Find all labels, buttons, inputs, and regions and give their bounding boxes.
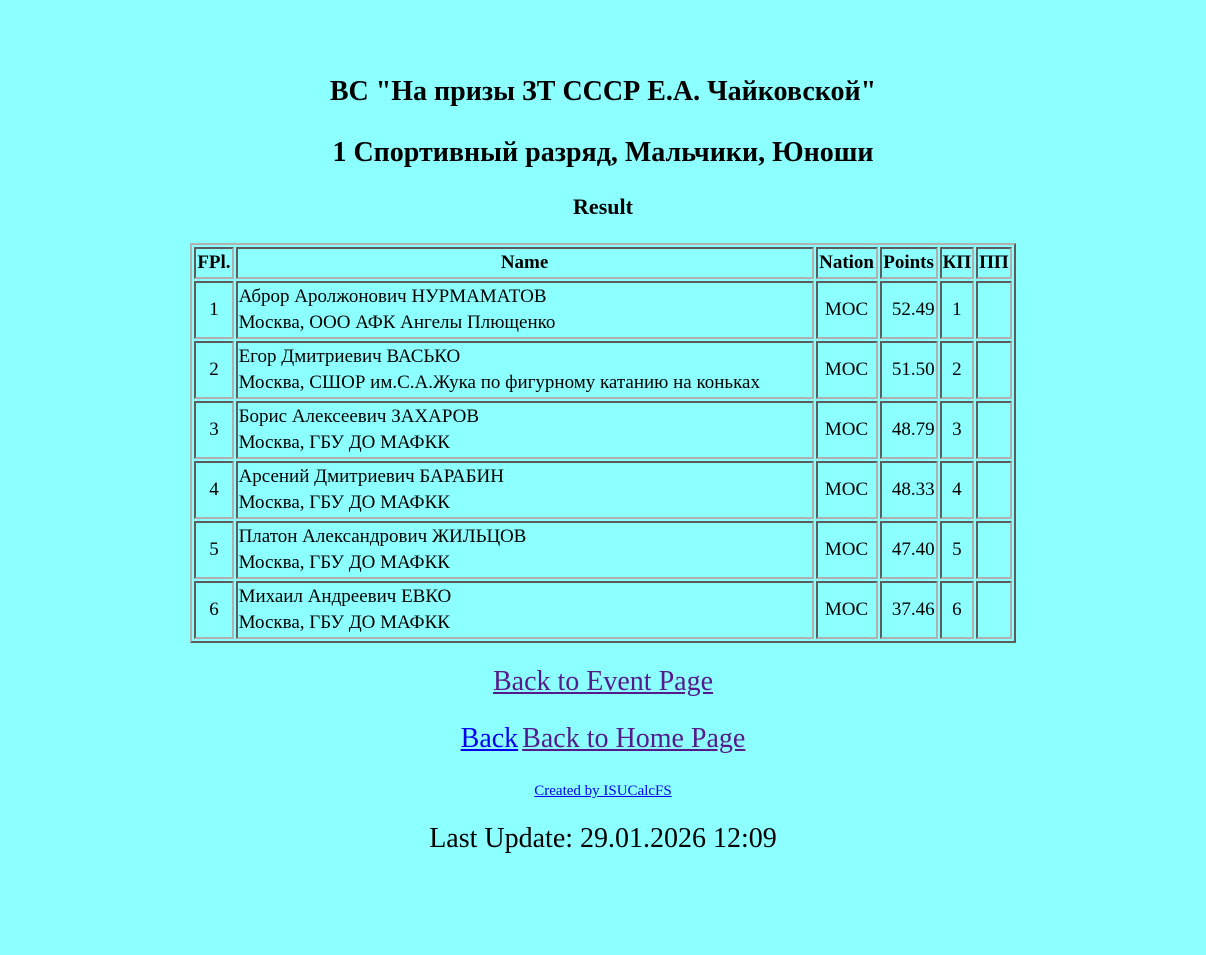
skater-club: Москва, ГБУ ДО МАФКК: [238, 612, 450, 633]
place-cell: 2: [194, 341, 233, 399]
table-row: [194, 341, 1011, 399]
nation-cell: MOC: [816, 341, 878, 399]
event-title: ВС "На призы ЗТ СССР Е.А. Чайковской": [329, 76, 877, 107]
points-cell: 37.46: [880, 581, 938, 639]
back-to-home-link[interactable]: Back to Home Page: [522, 723, 746, 754]
table-row: [194, 581, 1011, 639]
skater-club: Москва, ГБУ ДО МАФКК: [238, 432, 450, 453]
credit-row: [0, 760, 1206, 802]
kp-cell: 6: [940, 581, 975, 639]
column-header-nation: Nation: [816, 247, 878, 279]
points-cell: 48.79: [880, 401, 938, 459]
name-cell: [236, 341, 814, 399]
place-cell: 3: [194, 401, 233, 459]
skater-name: Егор Дмитриевич ВАСЬКО: [238, 346, 461, 367]
points-cell: 52.49: [880, 281, 938, 339]
skater-name: Арсений Дмитриевич БАРАБИН: [238, 466, 504, 487]
pp-cell: [976, 521, 1012, 579]
skater-club: Москва, ГБУ ДО МАФКК: [238, 492, 450, 513]
nation-cell: MOC: [816, 401, 878, 459]
nation-cell: MOC: [816, 461, 878, 519]
skater-club: Москва, ГБУ ДО МАФКК: [238, 552, 450, 573]
pp-cell: [976, 581, 1012, 639]
name-cell: [236, 581, 814, 639]
segment-title: Result: [573, 194, 633, 219]
back-to-event-link[interactable]: Back to Event Page: [492, 666, 714, 697]
table-row: [194, 281, 1011, 339]
skater-club: Москва, ООО АФК Ангелы Плющенко: [238, 312, 556, 333]
skater-name: Михаил Андреевич ЕВКО: [238, 586, 452, 607]
nation-cell: MOC: [816, 521, 878, 579]
kp-cell: 5: [940, 521, 975, 579]
table-row: [194, 461, 1011, 519]
place-cell: 1: [194, 281, 233, 339]
table-row: [194, 521, 1011, 579]
place-cell: 6: [194, 581, 233, 639]
place-cell: 4: [194, 461, 233, 519]
skater-name: Борис Алексеевич ЗАХАРОВ: [238, 406, 480, 427]
points-cell: 48.33: [880, 461, 938, 519]
skater-club: Москва, СШОР им.С.А.Жука по фигурному катанию на коньках: [238, 372, 760, 393]
column-header-place: FPl.: [194, 247, 233, 279]
column-header-name: Name: [236, 247, 814, 279]
pp-cell: [976, 341, 1012, 399]
event-link-row: [0, 643, 1206, 703]
results-table-body: [194, 281, 1011, 639]
column-header-kp: КП: [940, 247, 975, 279]
points-cell: 47.40: [880, 521, 938, 579]
last-update: Last Update: 29.01.2026 12:09: [429, 823, 777, 854]
pp-cell: [976, 281, 1012, 339]
points-cell: 51.50: [880, 341, 938, 399]
table-row: [194, 401, 1011, 459]
nation-cell: MOC: [816, 281, 878, 339]
results-table: [190, 243, 1015, 643]
pp-cell: [976, 461, 1012, 519]
skater-name: Аброр Аролжонович НУРМАМАТОВ: [238, 286, 547, 307]
name-cell: [236, 521, 814, 579]
home-link-row: [0, 703, 1206, 760]
column-header-points: Points: [880, 247, 938, 279]
skater-name: Платон Александрович ЖИЛЬЦОВ: [238, 526, 527, 547]
category-title: 1 Спортивный разряд, Мальчики, Юноши: [332, 137, 874, 168]
name-cell: [236, 281, 814, 339]
name-cell: [236, 401, 814, 459]
name-cell: [236, 461, 814, 519]
kp-cell: 1: [940, 281, 975, 339]
place-cell: 5: [194, 521, 233, 579]
back-link[interactable]: Back: [460, 723, 519, 754]
table-header-row: [194, 247, 1011, 279]
kp-cell: 2: [940, 341, 975, 399]
nation-cell: MOC: [816, 581, 878, 639]
pp-cell: [976, 401, 1012, 459]
kp-cell: 3: [940, 401, 975, 459]
kp-cell: 4: [940, 461, 975, 519]
created-by-link[interactable]: Created by ISUCalcFS: [534, 783, 672, 799]
column-header-pp: ПП: [976, 247, 1012, 279]
